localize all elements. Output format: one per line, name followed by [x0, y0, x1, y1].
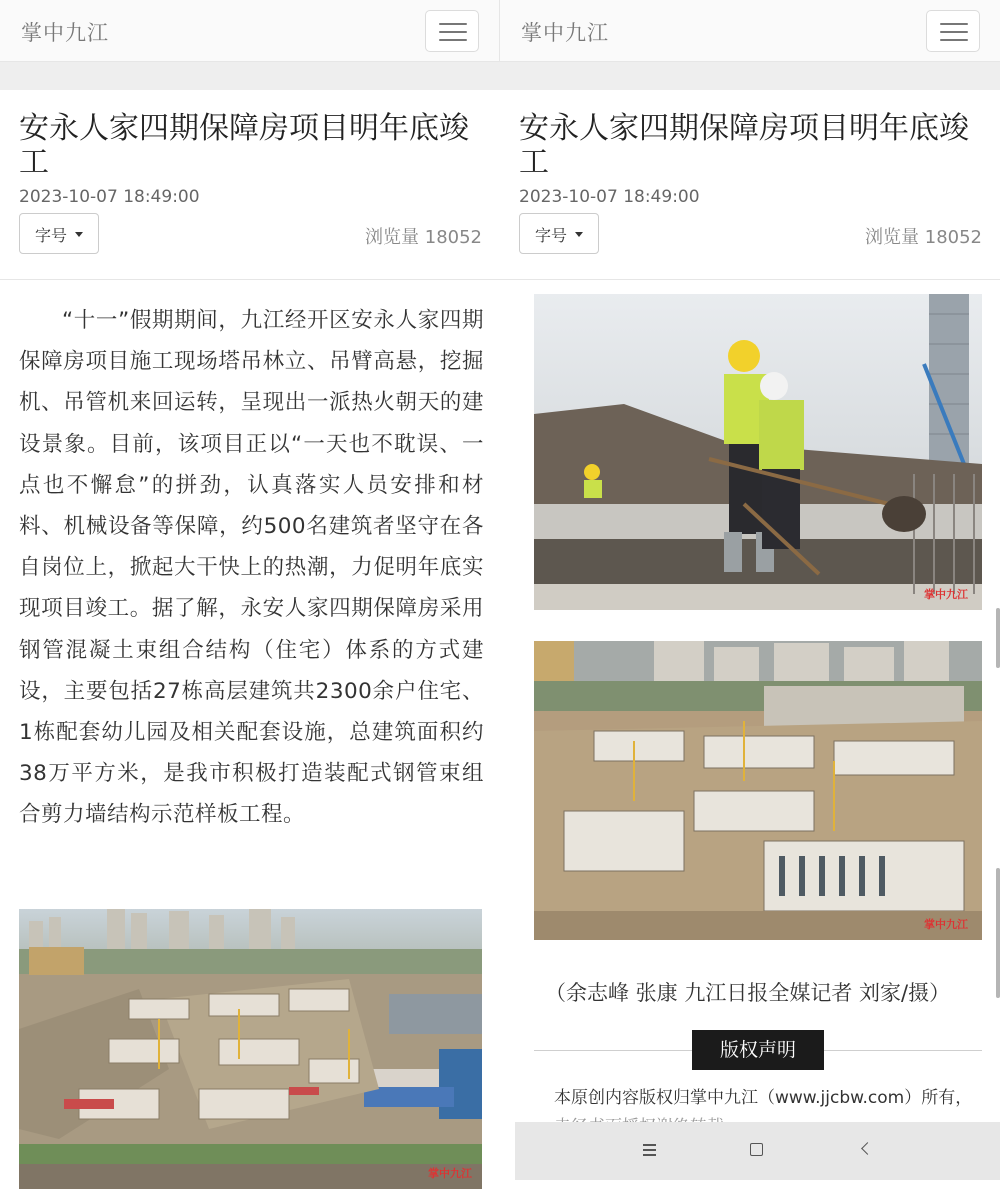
home-icon[interactable]: [745, 1138, 769, 1162]
photo-watermark: 掌中九江: [924, 588, 968, 601]
right-screen: [500, 0, 1000, 1197]
article-photo-aerial-2: [534, 641, 982, 940]
font-size-dropdown[interactable]: [519, 213, 599, 254]
hamburger-icon-bar: [439, 39, 467, 41]
scrollbar-indicator[interactable]: [996, 608, 1000, 668]
system-navigation-bar: [515, 1122, 1000, 1180]
top-navbar: [500, 0, 1000, 62]
navbar-spacer: [0, 62, 500, 90]
article-header: [500, 90, 1000, 280]
menu-icon-line: [643, 1144, 656, 1146]
article-photo-aerial-1: [19, 909, 482, 1189]
menu-icon[interactable]: [638, 1138, 662, 1162]
copyright-text: 本原创内容版权归掌中九江（www.jjcbw.com）所有，: [554, 1088, 973, 1108]
home-icon-square: [750, 1143, 763, 1156]
scrollbar-indicator[interactable]: [996, 868, 1000, 998]
photo-credit-caption: （余志峰 张康 九江日报全媒记者 刘家/摄）: [545, 981, 951, 1005]
font-size-label: 字号: [535, 226, 568, 245]
copyright-badge: 版权声明: [692, 1030, 824, 1070]
article-date: 2023-10-07 18:49:00: [19, 187, 200, 207]
back-icon[interactable]: [855, 1138, 879, 1162]
caret-down-icon: [575, 232, 583, 237]
article-title: 安永人家四期保障房项目明年底竣工: [19, 111, 469, 180]
view-count: 浏览量 18052: [365, 227, 482, 248]
back-icon-chevron: [861, 1142, 874, 1155]
top-navbar: [0, 0, 500, 62]
article-title: 安永人家四期保障房项目明年底竣工: [519, 111, 969, 180]
navbar-spacer: [500, 62, 1000, 90]
caret-down-icon: [75, 232, 83, 237]
hamburger-menu-button[interactable]: [926, 10, 980, 52]
article-photo-workers: [534, 294, 982, 610]
brand-logo-text[interactable]: 掌中九江: [521, 21, 609, 45]
hamburger-icon-bar: [940, 31, 968, 33]
font-size-dropdown[interactable]: [19, 213, 99, 254]
photo-watermark: 掌中九江: [428, 1167, 472, 1180]
article-date: 2023-10-07 18:49:00: [519, 187, 700, 207]
brand-logo-text[interactable]: 掌中九江: [21, 21, 109, 45]
font-size-label: 字号: [35, 226, 68, 245]
hamburger-icon-bar: [439, 31, 467, 33]
view-count: 浏览量 18052: [865, 227, 982, 248]
menu-icon-line: [643, 1149, 656, 1151]
hamburger-icon: [439, 23, 467, 25]
hamburger-icon: [940, 23, 968, 25]
article-body: “十一”假期期间，九江经开区安永人家四期保障房项目施工现场塔吊林立、吊臂高悬，挖掘机、吊管机来回运转，呈现出一派热火朝天的建设景象。目前，该项目正以“一天也不耽误、一点也不懈怠”的拼劲，认真落实人员安排和材料、机械设备等保障，约500名建筑者坚守在各自岗位上，掀起大干快上的热潮，力促明年底实现项目竣工。据了解，永安人家四期保障房采用钢管混凝土束组合结构（住宅）体系的方式建设，主要包括27栋高层建筑共2300余户住宅、1栋配套幼儿园及相关配套设施，总建筑面积约38万平方米，是我市积极打造装配式钢管束组合剪力墙结构示范样板工程。: [19, 308, 484, 828]
photo-watermark: 掌中九江: [924, 918, 968, 931]
hamburger-menu-button[interactable]: [425, 10, 479, 52]
menu-icon-line: [643, 1154, 656, 1156]
article-header: [0, 90, 500, 280]
hamburger-icon-bar: [940, 39, 968, 41]
